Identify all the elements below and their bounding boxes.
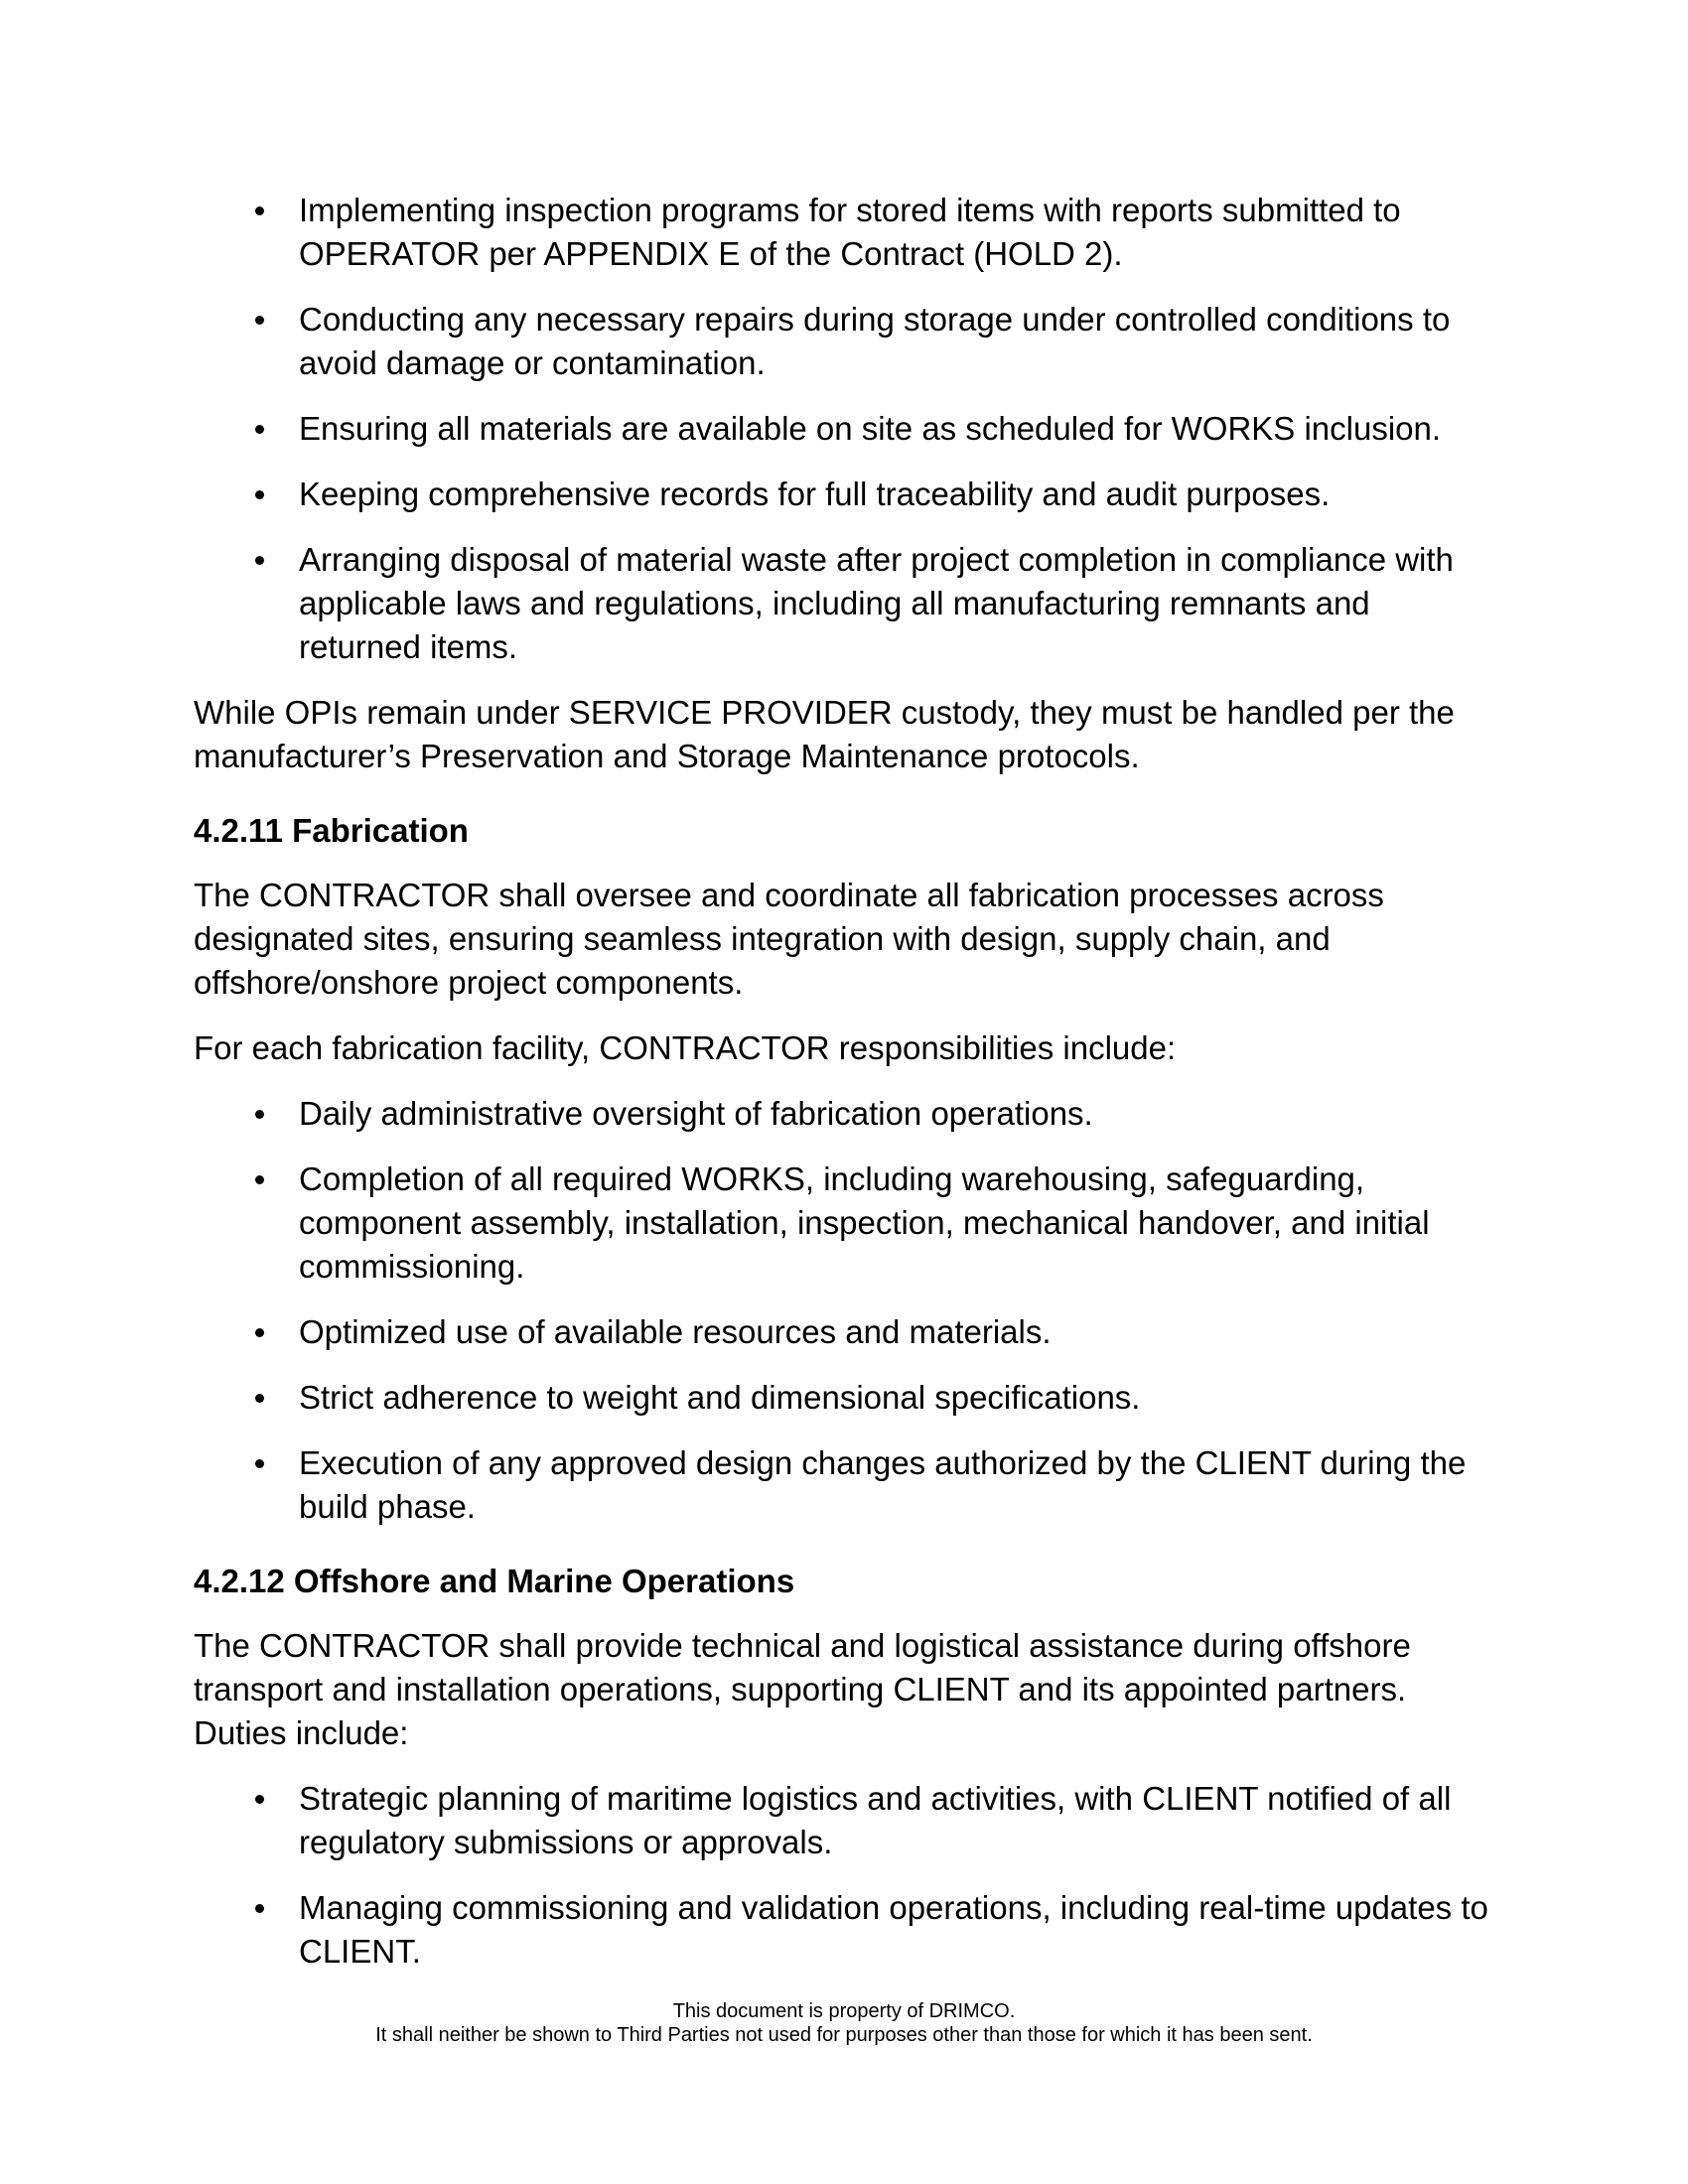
storage-bullet-list bbox=[194, 189, 1489, 669]
page-footer bbox=[0, 1999, 1688, 2047]
bullet-dot-icon bbox=[255, 316, 264, 325]
list-item bbox=[194, 407, 1489, 451]
bullet-dot-icon bbox=[255, 1459, 264, 1468]
list-item bbox=[194, 1376, 1489, 1420]
footer-line-1: This document is property of DRIMCO. bbox=[672, 2000, 1016, 2022]
bullet-dot-icon bbox=[255, 1795, 264, 1804]
list-item-text: Execution of any approved design changes authorized by the CLIENT during the build phase. bbox=[299, 1444, 1467, 1525]
list-item bbox=[194, 1777, 1489, 1864]
list-item bbox=[194, 298, 1489, 385]
bullet-dot-icon bbox=[255, 206, 264, 215]
list-item bbox=[194, 1886, 1489, 1974]
marine-bullet-list bbox=[194, 1777, 1489, 1974]
fabrication-intro-paragraph: The CONTRACTOR shall oversee and coordinate all fabrication processes across designated sites, ensuring seamless integration with design, supply chain, and offshore/onshore project components. bbox=[194, 877, 1384, 1001]
list-item-text: Daily administrative oversight of fabrication operations. bbox=[299, 1095, 1093, 1132]
list-item bbox=[194, 473, 1489, 516]
list-item bbox=[194, 1310, 1489, 1354]
custody-paragraph: While OPIs remain under SERVICE PROVIDER custody, they must be handled per the manufacturer’s Preservation and Storage Maintenance protocols. bbox=[194, 694, 1455, 774]
footer-line-2: It shall neither be shown to Third Parties not used for purposes other than those for which it has been sent. bbox=[375, 2024, 1313, 2046]
bullet-dot-icon bbox=[255, 490, 264, 499]
bullet-dot-icon bbox=[255, 425, 264, 434]
bullet-dot-icon bbox=[255, 1904, 264, 1913]
list-item-text: Managing commissioning and validation operations, including real-time updates to CLIENT. bbox=[299, 1889, 1488, 1970]
bullet-dot-icon bbox=[255, 1110, 264, 1119]
list-item bbox=[194, 1158, 1489, 1289]
list-item bbox=[194, 189, 1489, 276]
list-item-text: Strict adherence to weight and dimensional specifications. bbox=[299, 1379, 1141, 1416]
list-item bbox=[194, 538, 1489, 669]
fabrication-responsibilities-paragraph: For each fabrication facility, CONTRACTOR responsibilities include: bbox=[194, 1029, 1177, 1066]
bullet-dot-icon bbox=[255, 1328, 264, 1337]
list-item-text: Arranging disposal of material waste after project completion in compliance with applicable laws and regulations, including all manufacturing remnants and returned items. bbox=[299, 541, 1454, 665]
bullet-dot-icon bbox=[255, 1175, 264, 1184]
list-item-text: Conducting any necessary repairs during storage under controlled conditions to avoid damage or contamination. bbox=[299, 301, 1451, 381]
bullet-dot-icon bbox=[255, 556, 264, 565]
list-item-text: Completion of all required WORKS, including warehousing, safeguarding, component assembly, installation, inspection, mechanical handover, and initial commissioning. bbox=[299, 1160, 1430, 1285]
list-item-text: Implementing inspection programs for stored items with reports submitted to OPERATOR per APPENDIX E of the Contract (HOLD 2). bbox=[299, 192, 1401, 272]
bullet-dot-icon bbox=[255, 1394, 264, 1403]
section-heading-fabrication: 4.2.11 Fabrication bbox=[194, 812, 469, 849]
fabrication-bullet-list bbox=[194, 1092, 1489, 1529]
marine-intro-paragraph: The CONTRACTOR shall provide technical and logistical assistance during offshore transport and installation operations, supporting CLIENT and its appointed partners. Duties include: bbox=[194, 1627, 1411, 1751]
list-item-text: Strategic planning of maritime logistics and activities, with CLIENT notified of all regulatory submissions or approvals. bbox=[299, 1780, 1452, 1860]
list-item bbox=[194, 1441, 1489, 1529]
list-item-text: Keeping comprehensive records for full traceability and audit purposes. bbox=[299, 476, 1331, 512]
list-item bbox=[194, 1092, 1489, 1136]
section-heading-marine: 4.2.12 Offshore and Marine Operations bbox=[194, 1563, 795, 1599]
list-item-text: Optimized use of available resources and materials. bbox=[299, 1313, 1052, 1350]
list-item-text: Ensuring all materials are available on site as scheduled for WORKS inclusion. bbox=[299, 410, 1442, 447]
